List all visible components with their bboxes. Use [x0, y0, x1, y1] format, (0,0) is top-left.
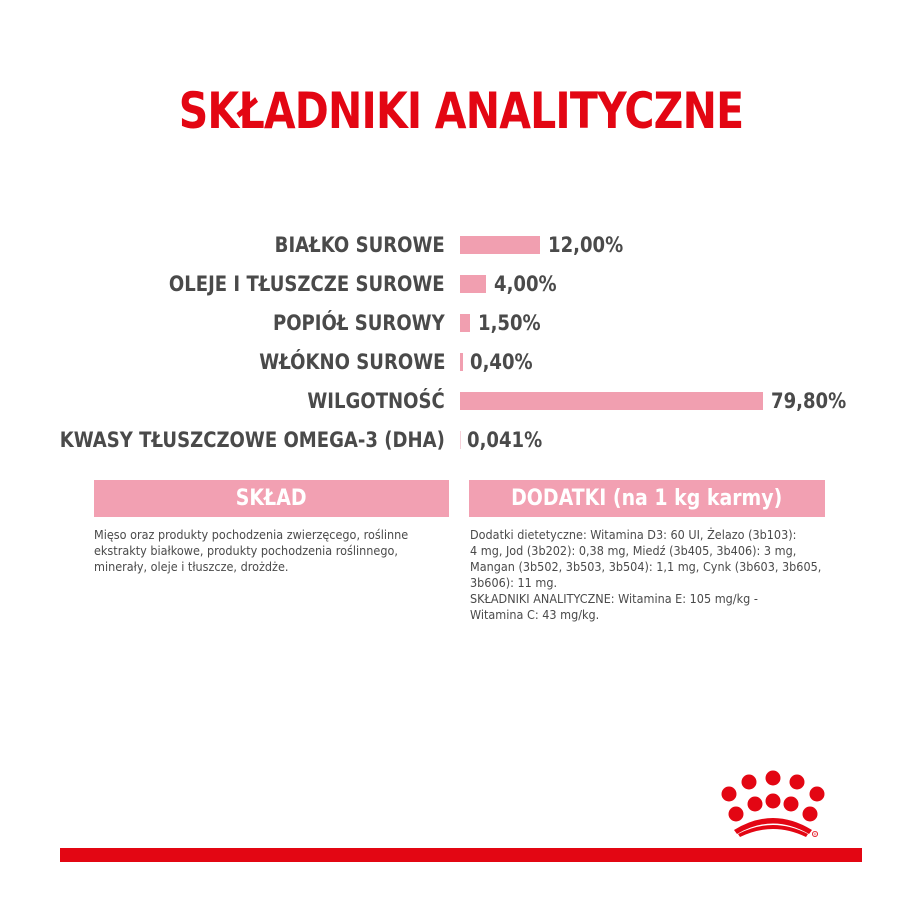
registered-mark: ® — [813, 832, 817, 837]
row-label: WILGOTNOŚĆ — [307, 389, 445, 413]
row-value: 1,50% — [478, 311, 541, 335]
text-line: Dodatki dietetyczne: Witamina D3: 60 UI, Żelazo (3b103): — [470, 527, 797, 542]
bar — [460, 392, 763, 410]
row-value: 79,80% — [771, 389, 847, 413]
row-value: 12,00% — [548, 233, 624, 257]
text-line: Mięso oraz produkty pochodzenia zwierzęcego, roślinne — [94, 527, 409, 542]
row-label: BIAŁKO SUROWE — [274, 233, 445, 257]
row-value: 0,041% — [467, 428, 543, 452]
text-line: Witamina C: 43 mg/kg. — [470, 607, 600, 622]
dodatki-heading: DODATKI (na 1 kg karmy) — [511, 486, 783, 511]
sklad-heading: SKŁAD — [236, 486, 307, 511]
row-value: 0,40% — [470, 350, 533, 374]
row-label: KWASY TŁUSZCZOWE OMEGA-3 (DHA) — [59, 428, 445, 452]
row-label: WŁÓKNO SUROWE — [258, 350, 445, 374]
text-line: SKŁADNIKI ANALITYCZNE: Witamina E: 105 mg/kg - — [470, 591, 758, 606]
chart-row — [0, 308, 922, 338]
text-line: ekstrakty białkowe, produkty pochodzenia roślinnego, — [94, 543, 398, 558]
royal-canin-crown-logo-icon — [718, 768, 828, 840]
page-title: SKŁADNIKI ANALITYCZNE — [178, 82, 744, 140]
bar — [460, 314, 470, 332]
sklad-text — [94, 527, 445, 575]
text-line: Mangan (3b502, 3b503, 3b504): 1,1 mg, Cynk (3b603, 3b605, — [470, 559, 822, 574]
chart-row — [0, 386, 922, 416]
row-label: OLEJE I TŁUSZCZE SUROWE — [169, 272, 445, 296]
bar — [460, 236, 540, 254]
chart-row — [0, 230, 922, 260]
dodatki-header — [469, 480, 825, 517]
text-line: minerały, oleje i tłuszcze, drożdże. — [94, 559, 289, 574]
row-label: POPIÓŁ SUROWY — [273, 311, 445, 335]
bottom-red-bar — [60, 848, 862, 862]
chart-row — [0, 269, 922, 299]
bar — [460, 353, 463, 371]
row-value: 4,00% — [494, 272, 557, 296]
chart-row — [0, 347, 922, 377]
text-line: 3b606): 11 mg. — [470, 575, 558, 590]
text-line: 4 mg, Jod (3b202): 0,38 mg, Miedź (3b405, 3b406): 3 mg, — [470, 543, 797, 558]
bar — [460, 431, 461, 449]
dodatki-text — [470, 527, 830, 623]
sklad-header — [94, 480, 449, 517]
bar — [460, 275, 486, 293]
chart-row — [0, 425, 922, 455]
